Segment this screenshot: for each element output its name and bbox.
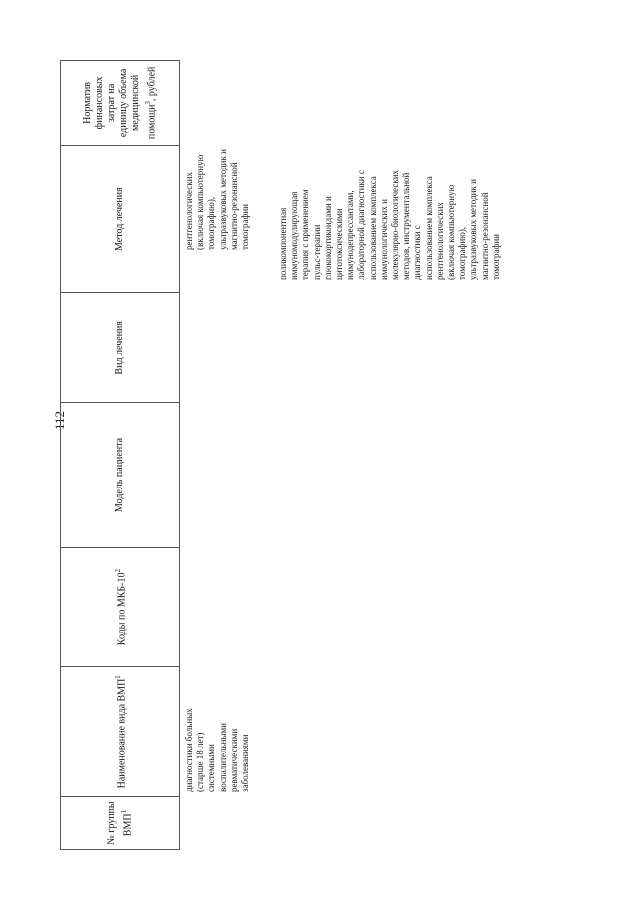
- table-header-row: [60, 60, 180, 850]
- header-cost-standard: [61, 61, 179, 145]
- header-cost-standard-unit: , рублей: [146, 66, 158, 102]
- header-group-number-label: № группы ВМП: [105, 801, 134, 845]
- cell-treatment-method-text-1: рентгенологических (включая компьютерную томографию), ультразвуковых методик и магнитно-резонансной томографии: [184, 149, 251, 250]
- header-cost-standard-label: Норматив финансовых затрат на единицу объема медицинской помощи: [81, 68, 158, 140]
- header-group-number-footnote: 1: [119, 809, 128, 814]
- cell-vmp-name-text: диагностики больных (старше 18 лет) системными воспалительными ревматическими заболеваниями: [184, 708, 251, 792]
- header-treatment-method: [61, 145, 179, 293]
- cell-treatment-method-text-2: поликомпонентная иммуномодулирующая терапия с применением пульс-терапии глюкокортикоидами и цитотоксическими иммунодепрессантами, лабораторной диагностики с использованием комплекса иммунологических и молекулярно-биологических методов, инструментальной диагностики с использованием комплекса рентгенологических (включая компьютерную томографию), ультразвуковых методик и магнитно-резонансной томографии: [278, 169, 501, 280]
- header-vmp-name: [61, 666, 179, 796]
- header-icd-codes: [61, 547, 179, 667]
- header-group-number: [61, 796, 179, 849]
- header-icd-codes-label: Коды по МКБ-10: [116, 572, 128, 646]
- header-patient-model-label: Модель пациента: [114, 437, 125, 513]
- header-vmp-name-label: Наименование вида ВМП: [116, 678, 128, 789]
- header-icd-codes-footnote: 2: [113, 569, 122, 573]
- header-treatment-method-label: Метод лечения: [114, 187, 125, 251]
- header-cost-standard-footnote: 3: [143, 101, 152, 105]
- header-vmp-name-footnote: 1: [113, 675, 122, 679]
- page-number: 112: [52, 410, 67, 430]
- header-patient-model: [61, 402, 179, 547]
- header-treatment-type: [61, 292, 179, 402]
- table-sheet: [60, 60, 600, 850]
- header-treatment-type-label: Вид лечения: [114, 321, 125, 375]
